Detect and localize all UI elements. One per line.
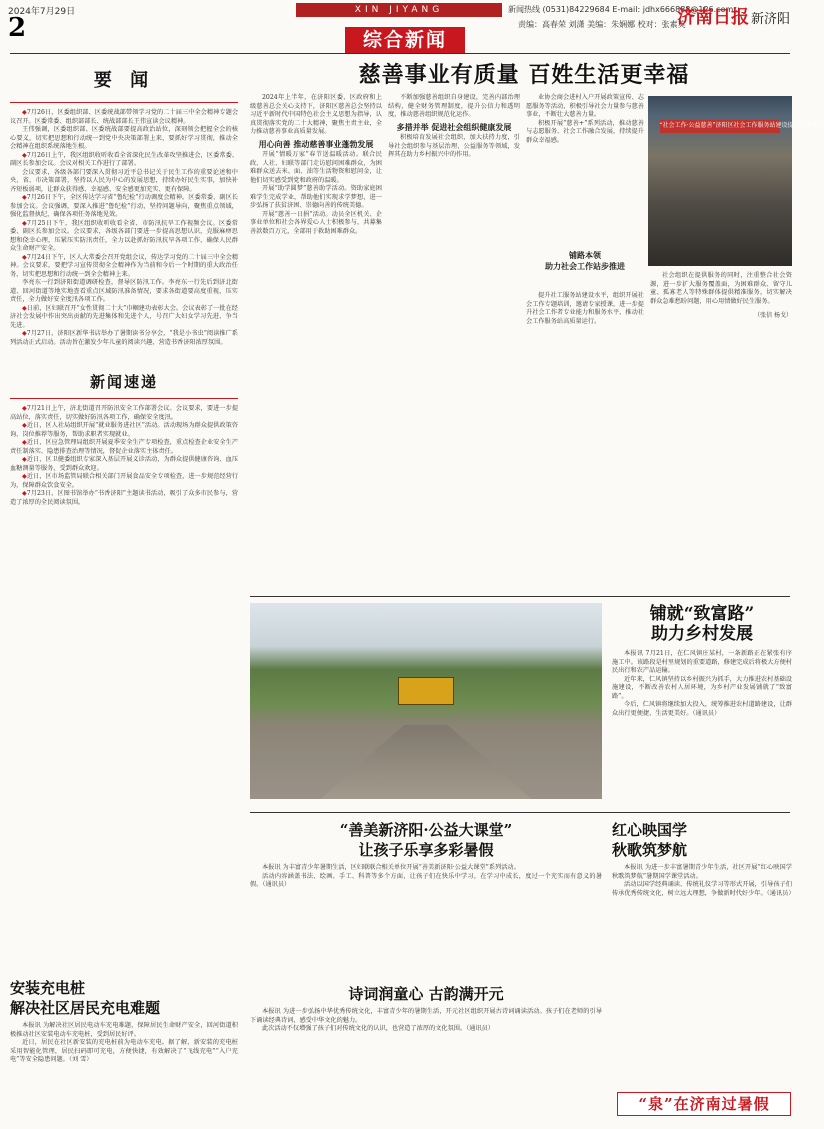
mid-divider [250,596,790,597]
express-para: ◆近日，区应急管理局组织开展夏季安全生产专项检查，重点检查企业安全生产责任制落实、隐患排查治理等情况，督促企业落实主体责任。 [10,439,239,455]
rural-title-2: 助力乡村发展 [651,624,753,644]
feature-para: 社会组织在提供服务的同时，注重整合社会资源，进一步扩大服务覆盖面，为困难群众、留守儿童、孤寡老人等特殊群体提供精准服务，切实解决群众急难愁盼问题，用心用情做好民生服务。 [650,272,792,305]
express-para: ◆7月23日，区图书馆举办“书香济阳”主题读书活动，吸引了众多市民参与，营造了浓厚的全民阅读氛围。 [10,490,238,506]
road-construction-photo [250,603,602,799]
yaowen-para: 李亮东一行到济阳街道调研检查，督导区防汛工作。李亮东一行先后到济北街道、回河街道等地实地查看重点区域防汛准备情况，要求各街道要高度重视，压实责任，全力做好安全度汛各项工作。 [10,279,238,303]
kids-para: 活动内容涵盖书法、绘画、手工、科普等多个方面，让孩子们在快乐中学习，在学习中成长，度过一个充实而有意义的暑假。（通讯员） [250,872,602,888]
yaowen-para: ◆7月26日下午，全区传达学习省“鲁纪检”行动调度会精神。区委常委、副区长参加会议。会议强调，要深入推进“鲁纪检”行动，坚持问题导向，聚焦重点领域，强化监督执纪，确保各项任务落地见效。 [10,194,238,218]
charging-article [10,978,238,1065]
photo-caption-1: 铺路本领 [569,250,601,260]
bullet-icon: ◆ [22,253,27,261]
yaowen-para: ◆7月24日下午，区人大常委会召开党组会议，传达学习党的二十届三中全会精神。会议要求，要把学习宣传贯彻全会精神作为当前和今后一个时期的重大政治任务，切实把思想和行动统一到全会精神上来。 [10,253,239,278]
yaowen-para: 会议要求，各级各部门要深入贯彻习近平总书记关于民生工作的重要论述和中央、省、市决策部署，坚持以人民为中心的发展思想，持续办好民生实事，加快补齐短板弱项，让群众获得感、幸福感、安全感更加充实、更有保障。 [10,168,238,193]
feature-col-4 [650,272,792,588]
rural-title-1: 铺就“致富路” [649,604,755,624]
charging-title-2: 解决社区居民充电难题 [10,999,161,1017]
charging-title-1: 安装充电桩 [10,979,86,997]
photo-caption-2: 助力社会工作站步推进 [545,261,625,271]
excavator-shape [398,677,454,704]
kids-article [250,820,602,974]
bullet-icon: ◆ [22,456,27,463]
poem-body [250,1008,602,1034]
feature-para: 2024年上半年，在济阳区委、区政府和上级慈善总会关心支持下，济阳区慈善总会坚持以习近平新时代中国特色社会主义思想为指导，认真贯彻落实党的二十大精神，聚焦主责主业，全力推动慈善事业高质量发展。 [250,94,382,135]
bullet-icon: ◆ [22,304,27,312]
yaowen-body [10,109,238,347]
yaowen-para: ◆7月27日，济阳区新华书店举办了暑期读书分享会，“我是小书虫”阅读推广系列活动正式启动。活动旨在激发少年儿童的阅读兴趣，营造书香济阳浓厚氛围。 [10,330,238,346]
newspaper-logo [677,3,790,29]
rural-para: 近年来，仁风镇坚持以乡村振兴为抓手，大力推进农村基础设施建设，不断改善农村人居环境，为乡村产业发展铺就了“致富路”。 [612,675,792,700]
bullet-icon: ◆ [22,330,27,337]
feature-para: 业协会商会进村入户开展政策宣传、志愿服务等活动，积极引导社会力量参与慈善事业，不断壮大慈善力量。 [526,94,644,118]
feature-para: 提升社工服务站建设水平，组织开展社会工作专题培训，邀请专家授课，进一步提升社会工作者专业能力和服务水平，推动社会工作服务站高质量运行。 [526,292,644,325]
express-para: ◆近日，区卫健委组织专家深入基层开展义诊活动，为群众提供健康咨询、血压血糖测量等服务，受到群众欢迎。 [10,456,239,472]
feature-col-3 [526,94,644,244]
bullet-icon: ◆ [22,151,27,159]
road-shape [320,725,531,799]
red-body [612,864,795,898]
yaowen-para: ◆7月25日下午，我区组织收听收看全省、市防汛抗旱工作视频会议。区委常委、副区长参加会议。会议要求，各级各部门要进一步提高思想认识，克服麻痹思想和侥幸心理，压紧压实防汛责任，全力以赴抓好防汛抗旱各项工作，确保人民群众生命财产安全。 [10,219,238,252]
bullet-icon: ◆ [22,473,27,480]
meeting-banner: “社会工作·公益慈善”济阳区社会工作服务站建设提升专题培训 [660,120,781,134]
feature-subhead-1: 用心向善 推动慈善事业蓬勃发展 [258,138,374,149]
express-heading: 新闻速递 [89,373,158,391]
yaowen-heading: 要 闻 [93,70,155,91]
top-divider [10,53,790,54]
feature-para: 不断加强慈善组织自身建设，完善内部治理结构，健全财务管理制度，提升公信力和透明度，推动慈善组织规范化运作。 [388,94,520,118]
bullet-icon: ◆ [22,219,27,227]
yaowen-para: ◆日前，区妇联召开“女性贯彻二十大”巾帼建功表彰大会。会议表彰了一批在经济社会发展中作出突出贡献的先进集体和先进个人，号召广大妇女学习先进、争当先进。 [10,304,238,329]
yaowen-para: ◆7月26日上午，我区组织收听收看全省深化民生改革攻坚推进会，区委常委、副区长参加会议。会议对相关工作进行了部署。 [10,151,239,167]
meeting-caption [526,250,644,290]
feature-para: 积极培育发展社会组织，加大扶持力度，引导社会组织参与基层治理、公益服务等领域，发挥其在助力乡村振兴中的作用。 [388,134,520,158]
bullet-icon: ◆ [22,194,27,201]
lower-divider [250,812,790,813]
meeting-photo [648,96,824,266]
charging-body [10,1022,238,1065]
kids-para: 本报讯 为丰富青少年暑期生活，区妇联联合相关单位开展“善美新济阳·公益大课堂”系列活动。 [262,864,520,871]
editor-credits: 责编：高春荣 刘潇 美编：朱娴娜 校对：张素英 [518,20,686,29]
red-title-1: 红心映国学 [612,821,688,839]
rural-para: 本报讯 7月21日，在仁风镇庄某村，一条新路正在紧张有序施工中。该路段是村里规划的重要道路，修建完成后将极大方便村民出行和农产品运输。 [612,650,792,674]
feature-para: 开展“慈善一日捐”活动。动员全区机关、企事业单位和社会各界爱心人士积极参与，共募集善款数百万元，全部用于救助困难群众。 [250,210,382,235]
kids-title-2: 让孩子乐享多彩暑假 [358,841,494,859]
bullet-icon: ◆ [22,109,27,116]
feature-para: 积极开展“慈善+”系列活动，推动慈善与志愿服务、社会工作融合发展，持续提升群众幸福感。 [526,119,644,144]
bullet-icon: ◆ [22,439,27,446]
poem-para: 本报讯 为进一步弘扬中华优秀传统文化，丰富青少年的暑期生活，开元社区组织开展古诗词诵读活动。孩子们在老师的引导下诵读经典诗词，感受中华文化的魅力。 [250,1008,602,1024]
kids-title-1: “善美新济阳·公益大课堂” [339,821,513,839]
feature-headline: 慈善事业有质量 百姓生活更幸福 [358,62,690,88]
express-para: ◆近日，区人社局组织开展“就业服务进社区”活动。活动现场为群众提供政策咨询、岗位推荐等服务，帮助求职者实现就业。 [10,422,238,438]
yaowen-para: ◆7月26日，区委组织部、区委统战部带领学习党的二十届三中全会精神专题会议召开。区委常委、组织部部长、统战部部长王伟宣读会议精神。 [10,109,239,125]
express-para: ◆7月21日上午，济北街道召开防汛安全工作部署会议。会议要求，要进一步提高站位，落实责任，切实做好防汛各项工作，确保安全度汛。 [10,405,239,421]
express-rule [10,398,238,399]
summer-jinan-tag: “泉”在济南过暑假 [617,1092,791,1116]
poem-para: 此次活动不仅增强了孩子们对传统文化的认识，也营造了浓厚的文化氛围。（通讯员） [262,1025,495,1032]
feature-para: 开展“助学圆梦”慈善助学活动。资助家庭困难学生完成学业，帮助他们实现求学梦想，进一步弘扬了扶贫济困、崇德向善的传统美德。 [250,185,382,209]
logo-sub: 新济阳 [750,12,790,27]
bullet-icon: ◆ [22,422,27,429]
news-hotline: 新闻热线 (0531)84229684 E-mail: jdhx666888@126.com [508,5,734,14]
pinyin-band: XIN JIYANG [296,3,502,17]
yaowen-para: 王伟强调，区委组织部、区委统战部要提高政治站位，深刻领会把握全会的核心要义，切实把思想和行动统一到党中央决策部署上来，要抓好学习贯彻，推动全会精神在组织系统落地生根。 [10,126,238,150]
bullet-icon: ◆ [22,405,27,412]
poem-title: 诗词润童心 古韵满开元 [348,985,504,1003]
feature-credit: （张信 杨戈） [754,312,792,319]
bullet-icon: ◆ [22,490,27,497]
feature-col-3b [526,292,644,588]
section-title: 综合新闻 [345,27,465,53]
rural-body [612,650,792,718]
red-title-2: 秋歌筑梦航 [612,841,688,859]
kids-body [250,864,602,890]
rural-para: 今后，仁风镇将继续加大投入，统筹推进农村道路建设，让群众出行更便捷、生活更美好。（通讯员） [612,701,792,717]
feature-para: 开展“情暖万家”春节送温暖活动。联合民政、人社、妇联等部门走访慰问困难群众，为困难群众送去米、面、油等生活物资和慰问金，让他们切实感受到党和政府的温暖。 [250,151,382,184]
red-article [612,820,795,1084]
feature-col-2 [388,94,520,588]
yaowen-rule [10,102,238,103]
express-para: ◆近日，区市场监管局联合相关部门开展食品安全专项检查，进一步规范经营行为，保障群众饮食安全。 [10,473,239,489]
poem-article [250,984,602,1120]
issue-date: 2024年7月29日 [8,7,76,17]
left-column [10,58,238,1120]
charging-para: 本报讯 为解决社区居民电动车充电难题，保障居民生命财产安全，回河街道积极推动社区安装电动车充电桩，受到居民好评。 [10,1022,238,1038]
express-body [10,405,238,507]
charging-para: 近日，居民在社区新安装的充电桩前为电动车充电。据了解，新安装的充电桩采用智能化管理，居民扫码即可充电，方便快捷，有效解决了“飞线充电”“入户充电”等安全隐患问题。（刘 雪） [10,1039,238,1063]
red-para: 本报讯 为进一步丰富暑期青少年生活，社区开展“红心映国学 秋歌筑梦航”暑期国学课堂活动。 [612,864,792,880]
red-para: 活动以国学经典诵读、传统礼仪学习等形式开展，引导孩子们传承优秀传统文化，树立远大理想，争做新时代好少年。（通讯员） [612,881,795,897]
logo-main: 济南日报 [676,7,749,28]
feature-col-1 [250,94,382,588]
rural-article [612,604,792,804]
page-number: 2 [8,13,27,43]
feature-subhead-2: 多措并举 促进社会组织健康发展 [396,121,512,132]
